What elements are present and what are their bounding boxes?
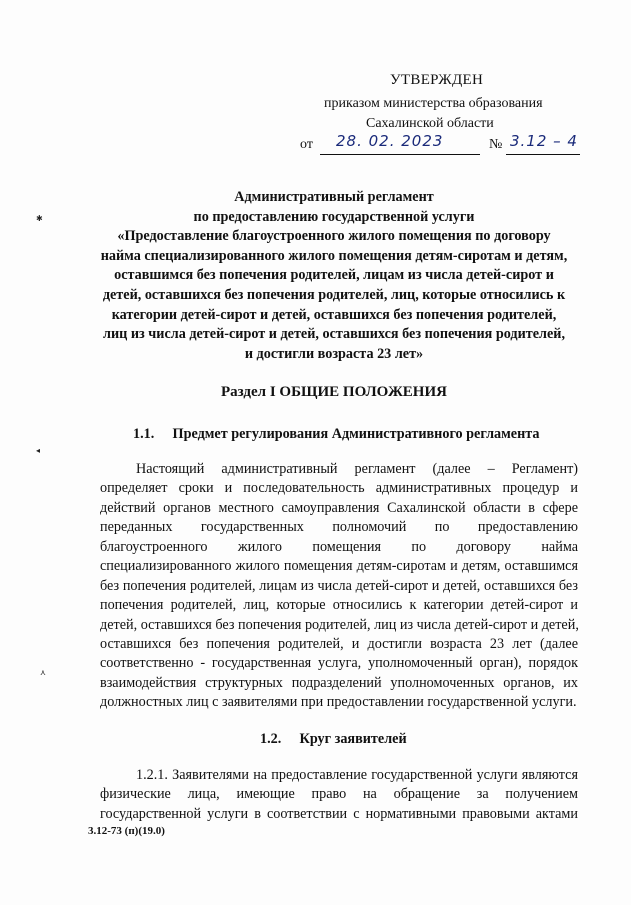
paragraph-line: 1.2.1. Заявителями на предоставление государственной услуги являются bbox=[136, 767, 578, 783]
handwritten-date: 28. 02. 2023 bbox=[336, 132, 444, 150]
paragraph-line: государственной услуги в соответствии с нормативными правовыми актами bbox=[100, 805, 578, 822]
number-field bbox=[506, 134, 580, 155]
paragraph-line: определяет сроки и последовательность административных процедур и bbox=[100, 480, 578, 497]
paragraph-subject bbox=[100, 460, 578, 713]
subsection-heading-1-2 bbox=[260, 731, 407, 748]
margin-mark: ⋏ bbox=[40, 668, 46, 677]
paragraph-line: должностных лиц с заявителями при предоставлении государственной услуги. bbox=[100, 694, 577, 711]
paragraph-line: переданных государственных полномочий по предоставлению bbox=[100, 519, 578, 536]
paragraph-line: без попечения родителей, лицам из числа детей-сирот и детей, оставшихся без bbox=[100, 577, 578, 594]
approval-region-line: Сахалинской области bbox=[366, 116, 494, 131]
paragraph-line: соответственно - государственная услуга, уполномоченный орган), порядок bbox=[100, 655, 578, 672]
approved-heading: УТВЕРЖДЕН bbox=[390, 72, 484, 88]
paragraph-line: детей, оставшихся без попечения родителей, лиц из числа детей-сирот и детей, bbox=[100, 616, 579, 633]
subsection-heading-1-1 bbox=[133, 426, 540, 443]
document-code: 3.12-73 (п)(19.0) bbox=[88, 825, 165, 837]
subsection-title: Предмет регулирования Административного регламента bbox=[172, 426, 540, 442]
regulation-title-line: оставшимся без попечения родителей, лицам из числа детей-сирот и bbox=[114, 267, 554, 284]
paragraph-applicants bbox=[100, 766, 578, 824]
approval-date-line bbox=[300, 134, 600, 158]
section-heading: Раздел I ОБЩИЕ ПОЛОЖЕНИЯ bbox=[221, 384, 447, 400]
regulation-title-line: лиц из числа детей-сирот и детей, оставшихся без попечения родителей, bbox=[102, 326, 566, 343]
regulation-title-line: по предоставлению государственной услуги bbox=[193, 208, 475, 225]
paragraph-line: благоустроенного жилого помещения по договору найма bbox=[100, 538, 578, 555]
paragraph-line: взаимодействия структурных подразделений уполномоченных органов, их bbox=[100, 674, 578, 691]
regulation-title-line: Административный регламент bbox=[234, 189, 434, 205]
regulation-title-line: детей, оставшихся без попечения родителей, лиц, которые относились к bbox=[102, 286, 566, 303]
subsection-number: 1.2. bbox=[260, 731, 282, 747]
regulation-title-line: найма специализированного жилого помещения детям-сиротам и детям, bbox=[100, 247, 568, 264]
handwritten-number: 3.12 – 4 bbox=[510, 132, 578, 150]
margin-mark: ◂ bbox=[36, 446, 41, 455]
from-label: от bbox=[300, 137, 313, 152]
margin-mark: ✱ bbox=[36, 214, 43, 223]
date-field bbox=[320, 134, 480, 155]
paragraph-line: действий органов местного самоуправления Сахалинской области в сфере bbox=[100, 499, 578, 516]
paragraph-line: оставшихся без попечения родителей, и достигли возраста 23 лет (далее bbox=[100, 635, 578, 652]
approval-order-line: приказом министерства образования bbox=[324, 96, 543, 111]
subsection-number: 1.1. bbox=[133, 426, 155, 442]
regulation-title-line: «Предоставление благоустроенного жилого помещения по договору bbox=[117, 228, 551, 245]
subsection-title: Круг заявителей bbox=[299, 731, 407, 747]
number-label: № bbox=[489, 137, 503, 152]
paragraph-line: попечения родителей, лиц, которые относились к категории детей-сирот и bbox=[100, 597, 578, 614]
regulation-title bbox=[84, 188, 584, 364]
paragraph-line: физические лица, имеющие право на обращение за получением bbox=[100, 786, 578, 803]
paragraph-line: Настоящий административный регламент (далее – Регламент) bbox=[136, 461, 578, 477]
regulation-title-line: категории детей-сирот и детей, оставшихся без попечения родителей, bbox=[111, 306, 557, 323]
regulation-title-line: и достигли возраста 23 лет» bbox=[244, 345, 424, 362]
paragraph-line: специализированного жилого помещения детям-сиротам и детям, оставшимся bbox=[100, 558, 578, 575]
